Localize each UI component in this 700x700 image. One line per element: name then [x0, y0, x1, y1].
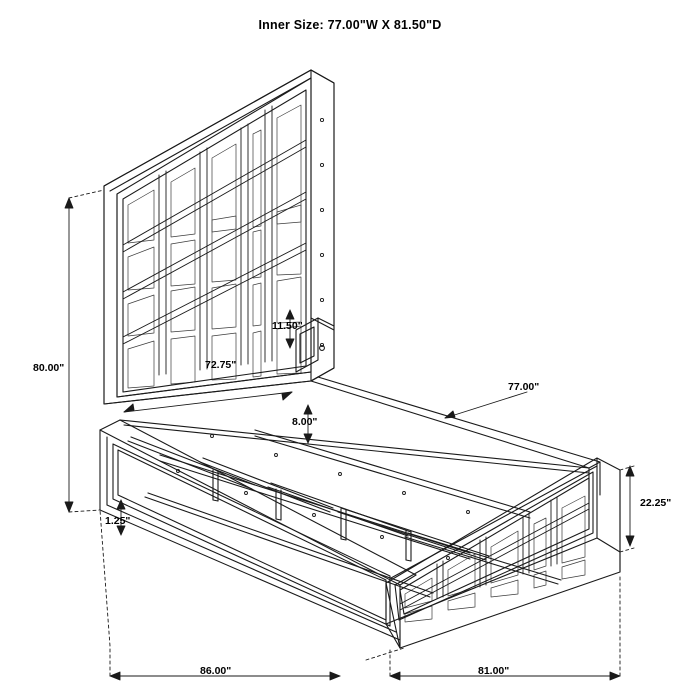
dimension-label-overall-length: 86.00"	[200, 665, 232, 677]
page-title: Inner Size: 77.00"W X 81.50"D	[258, 18, 442, 32]
dimension-label-rail-thickness: 1.25"	[105, 515, 131, 527]
dimension-label-height-overall: 80.00"	[33, 362, 65, 374]
dimension-label-rail-drop: 11.50"	[272, 320, 303, 332]
dimension-label-headboard-inner-width: 72.75"	[205, 359, 237, 371]
dimension-label-inner-width: 77.00"	[508, 381, 540, 393]
headboard-recess-detail	[128, 105, 301, 388]
dimension-lines	[65, 190, 634, 680]
dimension-label-overall-width: 81.00"	[478, 665, 510, 677]
bed-frame	[100, 318, 600, 640]
dimension-label-slat-clearance: 8.00"	[292, 416, 318, 428]
headboard-fasteners	[320, 118, 323, 346]
dimension-label-footboard-height: 22.25"	[640, 497, 672, 509]
footboard-panel	[386, 458, 620, 648]
